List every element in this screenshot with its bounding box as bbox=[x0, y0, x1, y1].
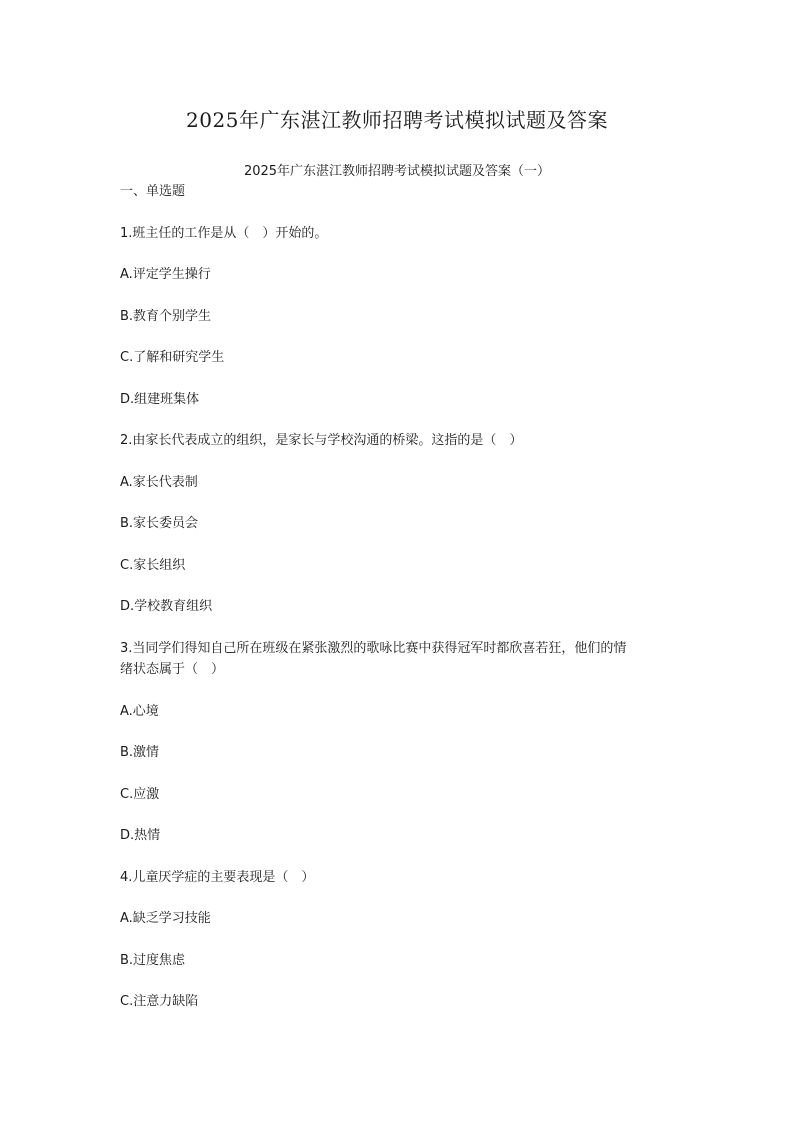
question-3-option-b: B.激情 bbox=[120, 745, 160, 760]
question-1-option-c: C.了解和研究学生 bbox=[120, 350, 225, 365]
question-2-option-a: A.家长代表制 bbox=[120, 475, 198, 490]
question-1-option-a: A.评定学生操行 bbox=[120, 267, 211, 282]
document-title: 2025年广东湛江教师招聘考试模拟试题及答案 bbox=[186, 108, 608, 132]
question-3-stem-line1: 3.当同学们得知自己所在班级在紧张激烈的歌咏比赛中获得冠军时都欣喜若狂，他们的情 bbox=[120, 641, 627, 656]
question-2-stem: 2.由家长代表成立的组织，是家长与学校沟通的桥梁。这指的是（ ） bbox=[120, 433, 523, 448]
question-2-option-d: D.学校教育组织 bbox=[120, 599, 213, 614]
question-3-option-a: A.心境 bbox=[120, 704, 159, 719]
question-3-option-d: D.热情 bbox=[120, 828, 161, 843]
question-3-option-c: C.应激 bbox=[120, 787, 160, 802]
question-4-stem: 4.儿童厌学症的主要表现是（ ） bbox=[120, 870, 315, 885]
question-2-option-b: B.家长委员会 bbox=[120, 516, 199, 531]
question-1-stem: 1.班主任的工作是从（ ）开始的。 bbox=[120, 226, 328, 241]
question-1-option-b: B.教育个别学生 bbox=[120, 309, 212, 324]
question-2-option-c: C.家长组织 bbox=[120, 558, 186, 573]
question-3-stem-line2: 绪状态属于（ ） bbox=[120, 662, 225, 677]
question-4-option-a: A.缺乏学习技能 bbox=[120, 911, 211, 926]
question-1-option-d: D.组建班集体 bbox=[120, 392, 200, 407]
question-4-option-b: B.过度焦虑 bbox=[120, 953, 186, 968]
question-4-option-c: C.注意力缺陷 bbox=[120, 994, 199, 1009]
section-heading: 一、单选题 bbox=[120, 184, 186, 199]
document-subtitle: 2025年广东湛江教师招聘考试模拟试题及答案（一） bbox=[243, 164, 551, 179]
